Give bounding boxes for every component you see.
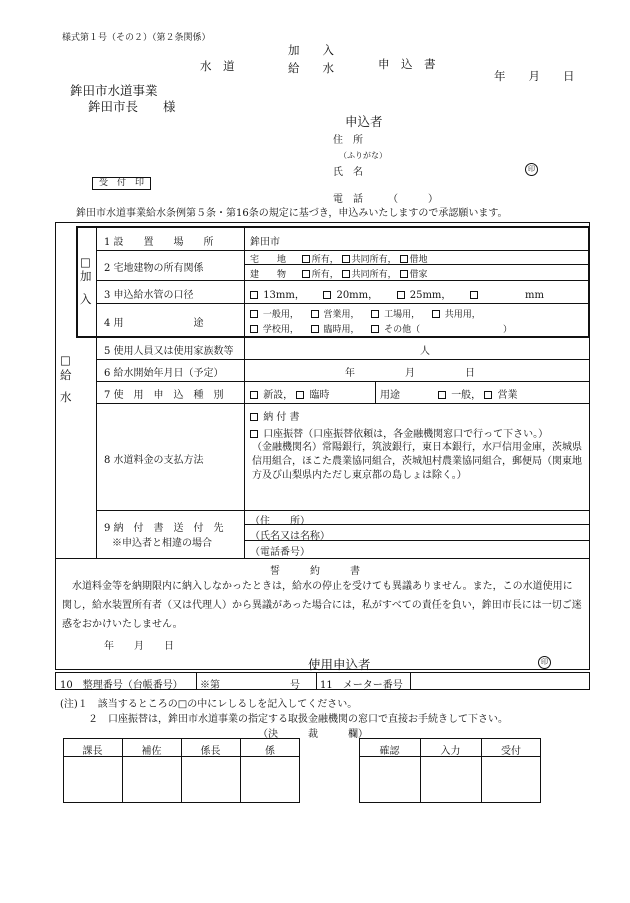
users-count-unit: 人	[420, 346, 430, 357]
row9-label: 9 納 付 書 送 付 先	[104, 523, 224, 534]
applicant-address-label: 住 所	[333, 135, 363, 146]
approval-assistant: 補佐	[141, 746, 162, 757]
applicant-name-label: 氏 名	[333, 167, 363, 178]
start-date-value[interactable]: 年 月 日	[345, 368, 475, 379]
pipe-other-checkbox[interactable]	[470, 291, 478, 299]
pipe-20mm-checkbox[interactable]	[323, 291, 331, 299]
usage-temporary-checkbox[interactable]	[311, 325, 319, 333]
type-new-checkbox[interactable]	[250, 391, 258, 399]
row7-label: 7 使 用 申 込 種 別	[104, 390, 224, 401]
applicant-heading: 申込者	[345, 114, 383, 129]
row2-label: 2 宅地建物の所有関係	[104, 263, 204, 274]
application-type-options: 新設， 臨時	[250, 386, 330, 401]
kyusui-char-1: 給	[60, 368, 72, 382]
form-number: 様式第１号（その２）（第２条関係）	[62, 33, 211, 43]
approval-title: （決 裁 欄）	[258, 729, 368, 740]
note-2: ２ 口座振替は，鉾田市水道事業の指定する取扱金融機関の窓口で直接お手続きして下さい。	[88, 714, 508, 725]
signer-seal-icon: 印	[538, 656, 551, 669]
registry-number-label: 10 整理番号（台帳番号）	[60, 680, 183, 691]
land-ownership-line: 宅 地 所有， 共同所有， 借地	[250, 255, 428, 265]
usage-category-label: 用途	[380, 390, 400, 401]
approval-staff: 係	[265, 746, 275, 757]
reception-label: 受 付 印	[98, 178, 144, 188]
organization: 鉾田市水道事業	[70, 83, 158, 98]
land-shared-checkbox[interactable]	[342, 255, 350, 263]
building-own-checkbox[interactable]	[302, 270, 310, 278]
row4-label: 4 用 途	[104, 318, 204, 329]
application-date: 年 月 日	[494, 69, 575, 83]
signer-label: 使用申込者	[308, 657, 371, 672]
approval-section-chief: 係長	[200, 746, 221, 757]
installation-location-value[interactable]: 鉾田市	[250, 237, 280, 248]
pipe-size-options: 13mm， 20mm， 25mm， mm	[250, 286, 544, 301]
row5-label: 5 使用人員又は使用家族数等	[104, 346, 234, 357]
approval-input: 入力	[440, 746, 461, 757]
row1-label: 1 設 置 場 所	[104, 237, 214, 248]
type-temporary-checkbox[interactable]	[296, 391, 304, 399]
pledge-date: 年 月 日	[104, 641, 174, 652]
title-water: 水 道	[200, 59, 235, 73]
building-shared-checkbox[interactable]	[342, 270, 350, 278]
building-rent-checkbox[interactable]	[400, 270, 408, 278]
kanyu-checkbox[interactable]: □	[80, 255, 91, 269]
meter-number-label: 11 メーター番号	[320, 680, 403, 691]
reception-stamp-box	[92, 177, 151, 190]
note-1: (注)１ 該当するところの□の中にレしるしを記入してください。	[60, 699, 358, 710]
usage-other-checkbox[interactable]	[371, 325, 379, 333]
approval-receipt: 受付	[501, 746, 521, 757]
usage-shared-checkbox[interactable]	[432, 310, 440, 318]
seal-mark-icon: 印	[525, 163, 538, 176]
kanyu-char-1: 加	[80, 269, 92, 283]
bank-transfer-option: 口座振替（口座振替依頼は，各金融機関窓口で行って下さい。）	[250, 425, 548, 440]
pipe-13mm-checkbox[interactable]	[250, 291, 258, 299]
usage-school-checkbox[interactable]	[250, 325, 258, 333]
usage-line-1: 一般用， 営業用， 工場用， 共用用，	[250, 307, 481, 320]
delivery-name-label[interactable]: （氏名又は名称）	[250, 531, 330, 542]
kyusui-char-2: 水	[60, 390, 72, 404]
building-ownership-line: 建 物 所有， 共同所有， 借家	[250, 270, 428, 280]
row3-label: 3 申込給水管の口径	[104, 290, 194, 301]
row8-label: 8 水道料金の支払方法	[104, 455, 204, 466]
building-label: 建 物	[250, 270, 287, 280]
title-moushikomi: 申 込 書	[378, 57, 436, 71]
usage-general-checkbox[interactable]	[250, 310, 258, 318]
category-general-checkbox[interactable]	[438, 391, 446, 399]
delivery-phone-label[interactable]: （電話番号）	[250, 547, 310, 558]
row6-label: 6 給水開始年月日（予定）	[104, 368, 224, 379]
category-business-checkbox[interactable]	[484, 391, 492, 399]
delivery-address-label[interactable]: （住 所）	[250, 516, 310, 527]
approval-confirm: 確認	[379, 746, 400, 757]
addressee: 鉾田市長 様	[88, 99, 176, 114]
applicant-phone-label: 電 話 （ ）	[333, 194, 438, 205]
usage-factory-checkbox[interactable]	[371, 310, 379, 318]
pledge-body: 水道料金等を納期限内に納入しなかったときは，給水の停止を受けても異議ありません。また，この水道使用に関し，給水装置所有者（又は代理人）から異議があった場合には，私がすべての責任を負い，鉾田市長には一切ご迷惑をおかけいたしません。	[62, 581, 582, 630]
title-kanyu: 加 入	[288, 43, 334, 57]
title-kyusui: 給 水	[288, 61, 334, 75]
registry-number-value[interactable]: ※第 号	[200, 680, 300, 691]
pipe-25mm-checkbox[interactable]	[397, 291, 405, 299]
kyusui-checkbox[interactable]: □	[60, 353, 71, 367]
kanyu-char-2: 入	[80, 292, 92, 306]
usage-business-checkbox[interactable]	[311, 310, 319, 318]
pledge-title: 誓 約 書	[270, 566, 360, 577]
bank-list: （金融機関名）常陽銀行，筑波銀行，東日本銀行，水戸信用金庫，茨城県信用組合，ほこた農業協同組合，茨城旭村農業協同組合，郵便局（関東地方及び山梨県内ただし東京都の島しょは除く。）	[252, 442, 582, 481]
approval-chief: 課長	[82, 746, 103, 757]
intro-text: 鉾田市水道事業給水条例第５条・第16条の規定に基づき，申込みいたしますので承認願います。	[76, 208, 508, 219]
payment-slip-checkbox[interactable]	[250, 413, 258, 421]
bank-transfer-checkbox[interactable]	[250, 430, 258, 438]
land-own-checkbox[interactable]	[302, 255, 310, 263]
row9-note: ※申込者と相違の場合	[112, 538, 212, 549]
land-label: 宅 地	[250, 255, 287, 265]
payment-slip-option: 納 付 書	[250, 408, 300, 423]
land-rent-checkbox[interactable]	[400, 255, 408, 263]
usage-category-options: 一般， 営業	[438, 386, 518, 401]
usage-line-2: 学校用， 臨時用， その他（ ）	[250, 322, 512, 335]
furigana-label: （ふりがな）	[339, 151, 387, 160]
